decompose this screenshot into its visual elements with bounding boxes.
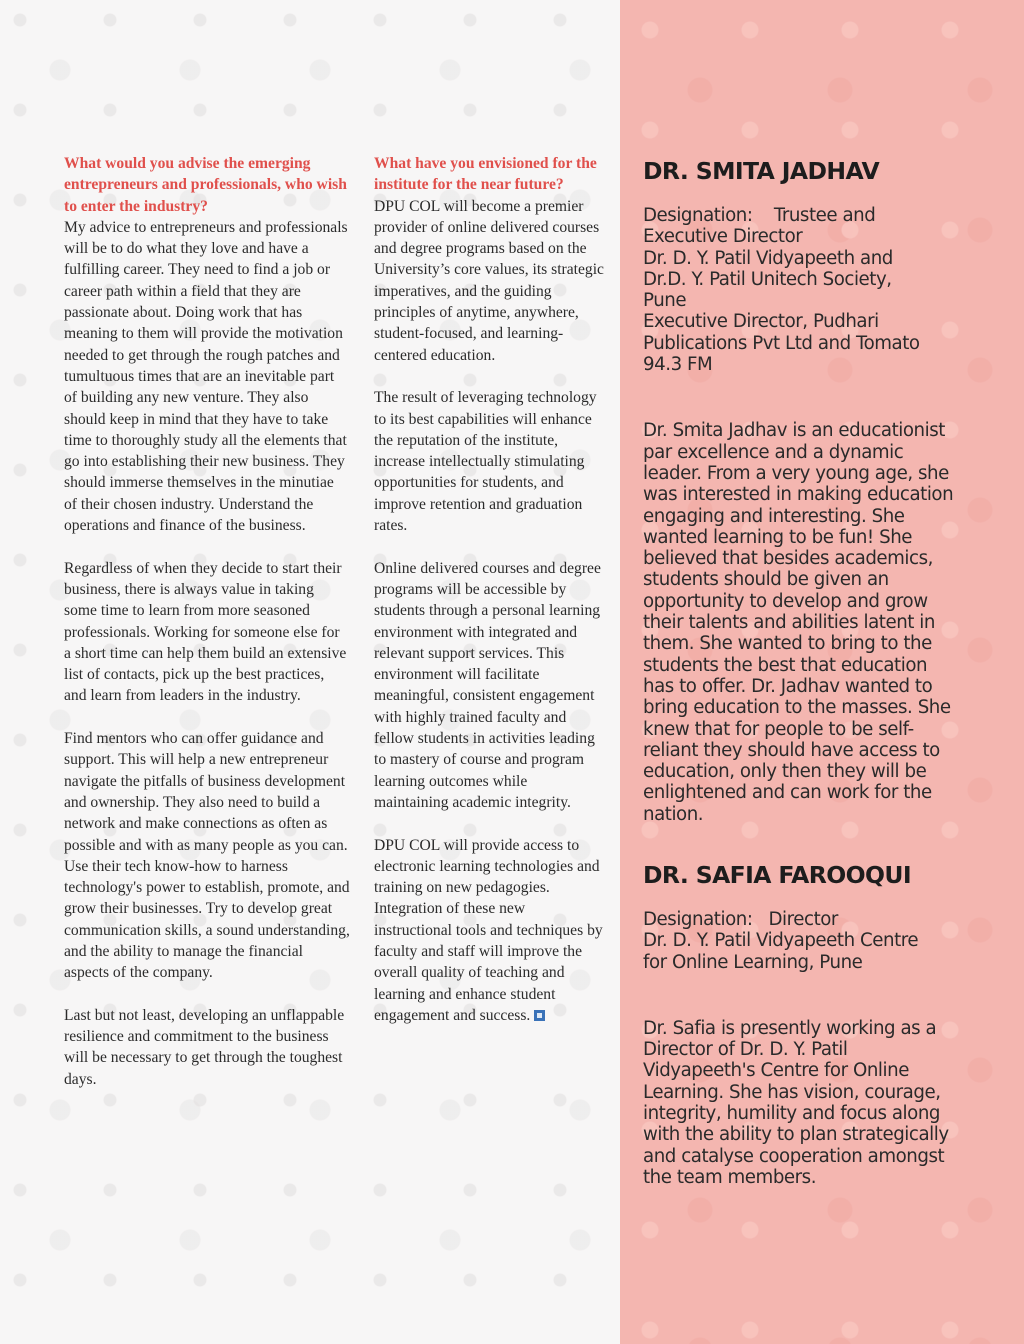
answer-paragraph: Find mentors who can offer guidance and support. This will help a new entrepreneur navigate the pitfalls of business development and ownership. They also need to build a network and make connections as often as possible and with as many people as you can. Use their tech know-how to harness technology's power to establish, promote, and grow their businesses. Try to develop great communication skills, a sound understanding, and the ability to manage the financial aspects of the company. [64,730,350,982]
answer-paragraph: Online delivered courses and degree programs will be accessible by students through a personal learning environment with integrated and relevant support services. This environment will facilitate meaningful, consistent engagement with highly trained faculty and fellow students in activities leading to mastery of course and program learning outcomes while maintaining academic integrity. [374,559,601,811]
answer-paragraph: DPU COL will become a premier provider of online delivered courses and degree programs based on the University’s core values, its strategic imperatives, and the guiding principles of anytime, anywhere, student-focused, and learning-centered education. [374,197,604,364]
answer-paragraph: The result of leveraging technology to its best capabilities will enhance the reputation of the institute, increase intellectually stimulating opportunities for students, and improve retention and graduation rates. [374,389,597,535]
designation-line: Dr.D. Y. Patil Unitech Society, [643,268,892,290]
profile-bio: Dr. Smita Jadhav is an educationist par excellence and a dynamic leader. From a very young age, she was interested in making education engaging and interesting. She wanted learning to be fun! She believed that besides academics, students should be given an opportunity to develop and grow their talents and abilities latent in them. She wanted to bring to the students the best that education has to offer. Dr. Jadhav wanted to bring education to the masses. She knew that for people to be self-reliant they should have access to education, only then they will be enlightened and can work for the nation. [643,420,954,825]
designation-line: Pune [643,290,687,312]
profile-name: DR. SMITA JADHAV [643,157,880,185]
profile-smita-jadhav [643,157,963,825]
designation-line: Executive Director, Pudhari [643,311,879,333]
designation-line: Executive Director [643,226,803,248]
interview-column-2 [374,153,604,1026]
interview-column-1 [64,153,350,1090]
profile-safia-farooqui [643,861,963,1188]
answer-paragraph [374,835,604,1027]
question-heading: What have you envisioned for the institute for the near future? [374,155,597,194]
designation-line: Designation: Trustee and [643,205,876,226]
designation-line: 94.3 FM [643,354,713,376]
profile-designation [643,205,963,375]
designation-line: Designation: Director [643,909,838,930]
designation-line: for Online Learning, Pune [643,951,863,973]
end-of-article-icon [534,1010,545,1021]
profile-designation [643,909,963,973]
profile-name: DR. SAFIA FAROOQUI [643,861,912,889]
answer-paragraph: Regardless of when they decide to start their business, there is always value in taking some time to learn from more seasoned professionals. Working for someone else for a short time can help them build an extensive list of contacts, pick up the best practices, and learn from leaders in the industry. [64,559,347,705]
answer-paragraph: Last but not least, developing an unflappable resilience and commitment to the business will be necessary to get through the toughest days. [64,1006,345,1088]
answer-paragraph-text: DPU COL will provide access to electronic learning technologies and training on new pedagogies. Integration of these new instructional tools and techniques by faculty and staff will improve the overall quality of teaching and learning and enhance student engagement and success. [374,836,603,1024]
designation-line: Dr. D. Y. Patil Vidyapeeth and [643,247,893,269]
answer-paragraph: My advice to entrepreneurs and professionals will be to do what they love and have a fulfilling career. They need to find a job or career path within a field that they are passionate about. Doing work that has meaning to them will provide the motivation needed to get through the rough patches and tumultuous times that are an inevitable part of building any new venture. They also should keep in mind that they have to take time to thoroughly study all the elements that go into establishing their new business. They should immerse themselves in the minutiae of their chosen industry. Understand the operations and finance of the business. [64,218,348,535]
designation-line: Publications Pvt Ltd and Tomato [643,332,920,354]
profile-bio: Dr. Safia is presently working as a Director of Dr. D. Y. Patil Vidyapeeth's Centre for Online Learning. She has vision, courage, integrity, humility and focus along with the ability to plan strategically and catalyse cooperation amongst the team members. [643,1017,949,1188]
designation-line: Dr. D. Y. Patil Vidyapeeth Centre [643,930,919,952]
question-heading: What would you advise the emerging entrepreneurs and professionals, who wish to enter the industry? [64,155,347,215]
